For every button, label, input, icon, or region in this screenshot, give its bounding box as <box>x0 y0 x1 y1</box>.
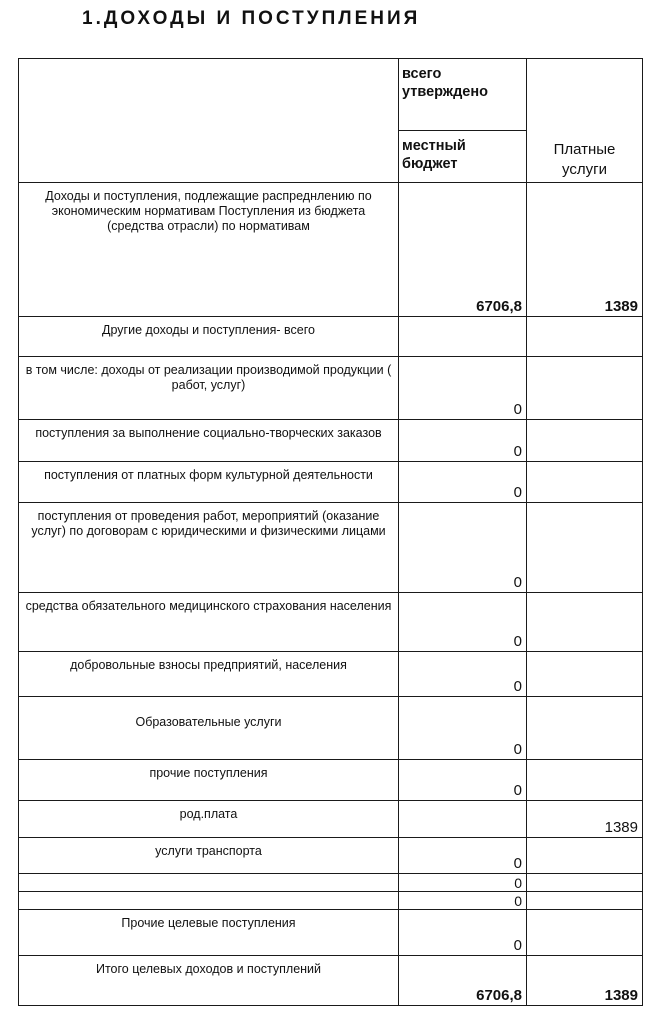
row-budget-value <box>399 316 527 356</box>
header-description-cell <box>19 59 399 183</box>
row-label: Прочие целевые поступления <box>19 909 399 955</box>
header-total-approved: всего утверждено <box>399 59 527 131</box>
row-label: поступления от платных форм культурной деятельности <box>19 462 399 503</box>
row-paid-value <box>527 760 643 801</box>
row-label: род.плата <box>19 801 399 838</box>
row-label: в том числе: доходы от реализации производимой продукции ( работ, услуг) <box>19 356 399 419</box>
row-paid-value <box>527 592 643 651</box>
table-row <box>19 420 643 462</box>
table-row <box>19 891 643 909</box>
row-budget-value: 0 <box>399 356 527 419</box>
row-paid-value <box>527 316 643 356</box>
header-paid-services: Платные услуги <box>527 59 643 183</box>
totals-budget-value: 6706,8 <box>399 955 527 1005</box>
table-row <box>19 592 643 651</box>
row-budget-value: 0 <box>399 909 527 955</box>
row-budget-value: 0 <box>399 873 527 891</box>
table-row <box>19 801 643 838</box>
table-row <box>19 909 643 955</box>
row-label: прочие поступления <box>19 760 399 801</box>
totals-paid-value: 1389 <box>527 955 643 1005</box>
table-row <box>19 696 643 759</box>
row-paid-value <box>527 909 643 955</box>
row-budget-value: 0 <box>399 891 527 909</box>
row-label: Доходы и поступления, подлежащие распреднлению по экономическим нормативам Поступления из бюджета (средства отрасли) по нормативам <box>19 183 399 316</box>
row-budget-value: 0 <box>399 503 527 592</box>
table-row <box>19 503 643 592</box>
row-budget-value: 0 <box>399 462 527 503</box>
row-paid-value <box>527 696 643 759</box>
row-paid-value <box>527 462 643 503</box>
row-budget-value: 6706,8 <box>399 183 527 316</box>
row-budget-value: 0 <box>399 420 527 462</box>
row-budget-value: 0 <box>399 592 527 651</box>
row-paid-value <box>527 651 643 696</box>
row-budget-value <box>399 801 527 838</box>
table-row <box>19 316 643 356</box>
row-paid-value <box>527 891 643 909</box>
row-label <box>19 873 399 891</box>
row-paid-value <box>527 356 643 419</box>
row-paid-value <box>527 503 643 592</box>
row-label: средства обязательного медицинского страхования населения <box>19 592 399 651</box>
row-label: поступления от проведения работ, мероприятий (оказание услуг) по договорам с юридическими и физическими лицами <box>19 503 399 592</box>
table-row <box>19 760 643 801</box>
row-label <box>19 891 399 909</box>
row-label: Образовательные услуги <box>19 696 399 759</box>
row-label: Другие доходы и поступления- всего <box>19 316 399 356</box>
row-paid-value: 1389 <box>527 183 643 316</box>
header-row-group <box>19 59 643 131</box>
row-label: услуги транспорта <box>19 838 399 873</box>
row-paid-value <box>527 838 643 873</box>
table-row <box>19 838 643 873</box>
income-table <box>18 58 643 1006</box>
row-label: поступления за выполнение социально-творческих заказов <box>19 420 399 462</box>
table-row <box>19 356 643 419</box>
row-label: добровольные взносы предприятий, населения <box>19 651 399 696</box>
totals-row <box>19 955 643 1005</box>
page-title: 1.ДОХОДЫ И ПОСТУПЛЕНИЯ <box>82 8 421 29</box>
row-budget-value: 0 <box>399 696 527 759</box>
table-row <box>19 651 643 696</box>
row-budget-value: 0 <box>399 760 527 801</box>
header-local-budget: местный бюджет <box>399 131 527 183</box>
table-row <box>19 183 643 316</box>
totals-label: Итого целевых доходов и поступлений <box>19 955 399 1005</box>
row-budget-value: 0 <box>399 838 527 873</box>
row-paid-value: 1389 <box>527 801 643 838</box>
row-paid-value <box>527 873 643 891</box>
table-row <box>19 873 643 891</box>
table-row <box>19 462 643 503</box>
row-budget-value: 0 <box>399 651 527 696</box>
row-paid-value <box>527 420 643 462</box>
